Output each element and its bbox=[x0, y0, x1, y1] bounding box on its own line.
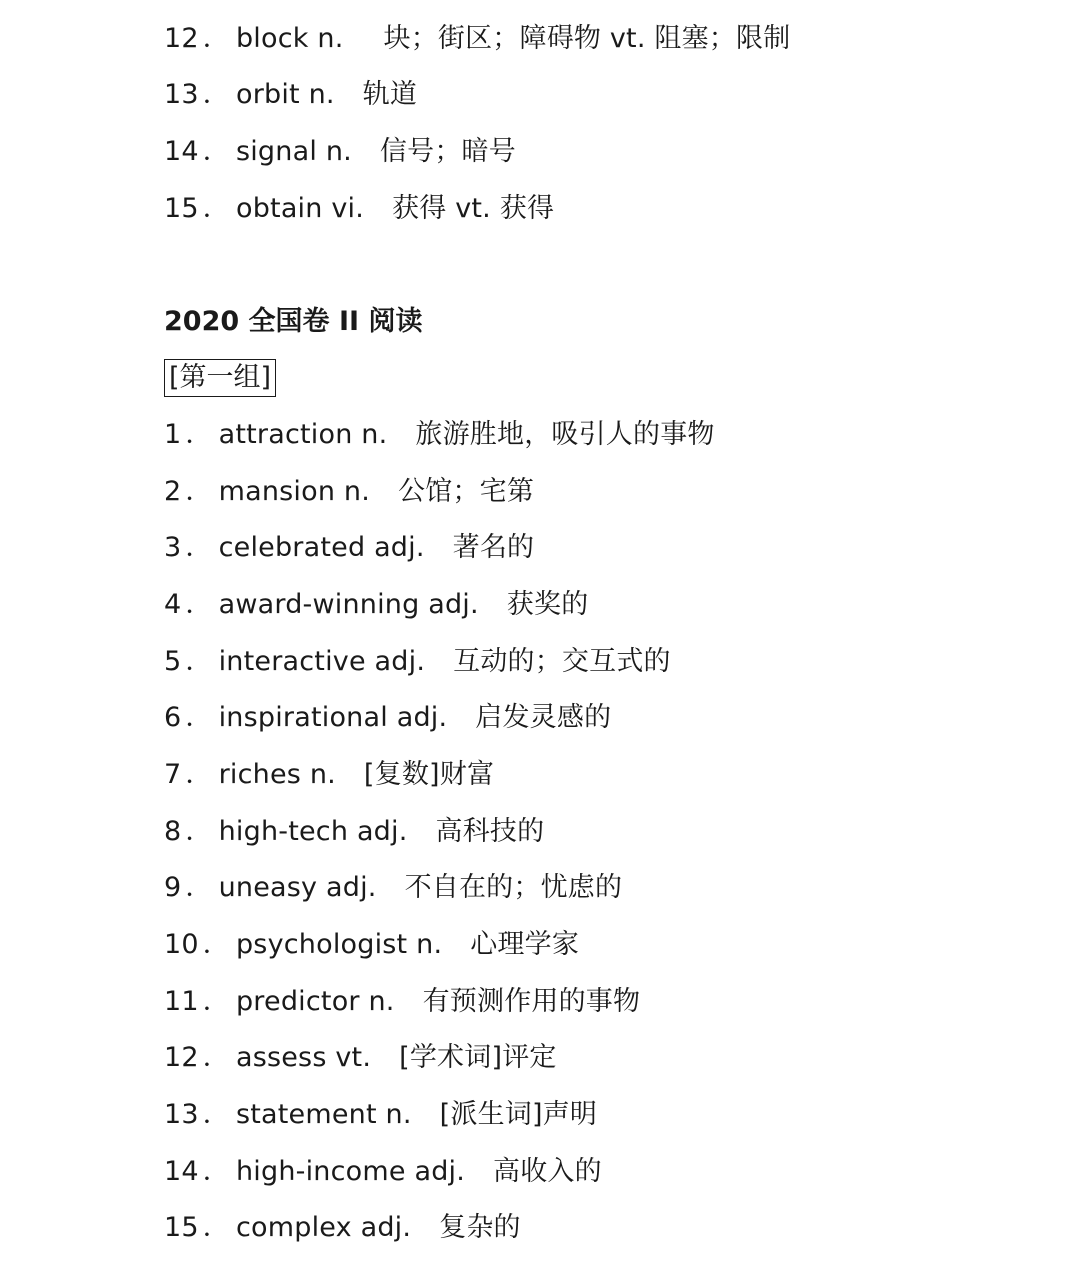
item-meaning: [学术词]评定 bbox=[399, 1042, 557, 1073]
item-number: 15 bbox=[164, 193, 199, 224]
vocab-item bbox=[164, 1152, 602, 1192]
item-separator: ． bbox=[185, 702, 213, 733]
vocab-item bbox=[164, 698, 611, 738]
item-word: interactive adj. bbox=[218, 646, 426, 677]
vocab-item bbox=[164, 585, 588, 625]
item-separator: ． bbox=[185, 646, 213, 677]
item-meaning: 公馆；宅第 bbox=[398, 476, 535, 507]
vocab-item bbox=[164, 528, 534, 568]
item-meaning: [派生词]声明 bbox=[439, 1099, 598, 1130]
vocab-item bbox=[164, 755, 494, 795]
item-separator: ． bbox=[185, 419, 213, 450]
item-separator: ． bbox=[202, 1212, 230, 1243]
item-word: high-income adj. bbox=[235, 1156, 466, 1187]
item-separator: ． bbox=[202, 1099, 230, 1130]
vocab-item bbox=[164, 1095, 597, 1135]
vocab-item bbox=[164, 19, 790, 59]
item-number: 14 bbox=[164, 136, 199, 167]
item-meaning: 启发灵感的 bbox=[475, 702, 612, 733]
vocab-item bbox=[164, 982, 640, 1022]
vocab-item bbox=[164, 75, 417, 115]
item-number: 6 bbox=[164, 702, 182, 733]
item-separator: ． bbox=[185, 532, 213, 563]
item-word: complex adj. bbox=[235, 1212, 412, 1243]
item-number: 2 bbox=[164, 476, 182, 507]
item-separator: ． bbox=[185, 589, 213, 620]
item-separator: ． bbox=[202, 23, 230, 54]
item-number: 7 bbox=[164, 759, 182, 790]
item-meaning: 获奖的 bbox=[506, 589, 589, 620]
item-meaning: [复数]财富 bbox=[363, 759, 495, 790]
item-meaning: 不自在的；忧虑的 bbox=[404, 872, 623, 903]
item-word: riches n. bbox=[218, 759, 336, 790]
vocab-item bbox=[164, 868, 622, 908]
vocab-item bbox=[164, 472, 534, 512]
item-number: 13 bbox=[164, 79, 199, 110]
item-separator: ． bbox=[185, 816, 213, 847]
item-separator: ． bbox=[202, 136, 230, 167]
item-meaning: 复杂的 bbox=[439, 1212, 521, 1243]
vocab-item bbox=[164, 132, 516, 172]
item-word: signal n. bbox=[235, 136, 352, 167]
item-word: statement n. bbox=[235, 1099, 412, 1130]
item-meaning: 高科技的 bbox=[435, 816, 545, 847]
item-word: block n. bbox=[235, 23, 344, 54]
item-meaning: 著名的 bbox=[452, 532, 535, 563]
vocab-item bbox=[164, 415, 715, 455]
item-word: high-tech adj. bbox=[218, 816, 408, 847]
vocab-item bbox=[164, 1208, 521, 1248]
item-number: 3 bbox=[164, 532, 182, 563]
vocab-item bbox=[164, 812, 544, 852]
item-word: predictor n. bbox=[235, 986, 395, 1017]
item-meaning: 有预测作用的事物 bbox=[422, 986, 641, 1017]
item-number: 10 bbox=[164, 929, 199, 960]
vocabulary-page bbox=[164, 0, 1080, 1270]
item-number: 12 bbox=[164, 23, 199, 54]
item-number: 11 bbox=[164, 986, 199, 1017]
item-separator: ． bbox=[202, 1042, 230, 1073]
group-label: [第一组] bbox=[164, 359, 276, 397]
item-separator: ． bbox=[202, 193, 230, 224]
item-separator: ． bbox=[202, 929, 230, 960]
item-meaning: 信号；暗号 bbox=[379, 136, 516, 167]
item-word: obtain vi. bbox=[235, 193, 365, 224]
vocab-item bbox=[164, 642, 671, 682]
item-separator: ． bbox=[202, 986, 230, 1017]
item-separator: ． bbox=[202, 1156, 230, 1187]
item-word: celebrated adj. bbox=[218, 532, 425, 563]
item-number: 15 bbox=[164, 1212, 199, 1243]
item-number: 12 bbox=[164, 1042, 199, 1073]
item-meaning: 轨道 bbox=[362, 79, 418, 110]
item-number: 13 bbox=[164, 1099, 199, 1130]
item-meaning: 旅游胜地，吸引人的事物 bbox=[415, 419, 715, 450]
item-number: 8 bbox=[164, 816, 182, 847]
item-meaning: 心理学家 bbox=[470, 929, 580, 960]
item-separator: ． bbox=[185, 759, 213, 790]
item-word: psychologist n. bbox=[235, 929, 443, 960]
item-separator: ． bbox=[202, 79, 230, 110]
item-word: mansion n. bbox=[218, 476, 371, 507]
item-word: attraction n. bbox=[218, 419, 388, 450]
vocab-item bbox=[164, 189, 554, 229]
item-word: uneasy adj. bbox=[218, 872, 377, 903]
item-meaning: 互动的；交互式的 bbox=[453, 646, 671, 677]
item-word: award-winning adj. bbox=[218, 589, 479, 620]
item-number: 4 bbox=[164, 589, 182, 620]
vocab-item bbox=[164, 1038, 557, 1078]
item-meaning: 块；街区；障碍物 vt. 阻塞；限制 bbox=[383, 23, 791, 54]
item-number: 9 bbox=[164, 872, 182, 903]
item-word: inspirational adj. bbox=[218, 702, 448, 733]
item-number: 5 bbox=[164, 646, 182, 677]
item-meaning: 高收入的 bbox=[493, 1156, 602, 1187]
item-word: orbit n. bbox=[235, 79, 335, 110]
item-separator: ． bbox=[185, 872, 213, 903]
item-number: 1 bbox=[164, 419, 182, 450]
item-meaning: 获得 vt. 获得 bbox=[392, 193, 555, 224]
vocab-item bbox=[164, 925, 579, 965]
item-word: assess vt. bbox=[235, 1042, 372, 1073]
section-title: 2020 全国卷 II 阅读 bbox=[164, 306, 423, 337]
item-separator: ． bbox=[185, 476, 213, 507]
item-number: 14 bbox=[164, 1156, 199, 1187]
